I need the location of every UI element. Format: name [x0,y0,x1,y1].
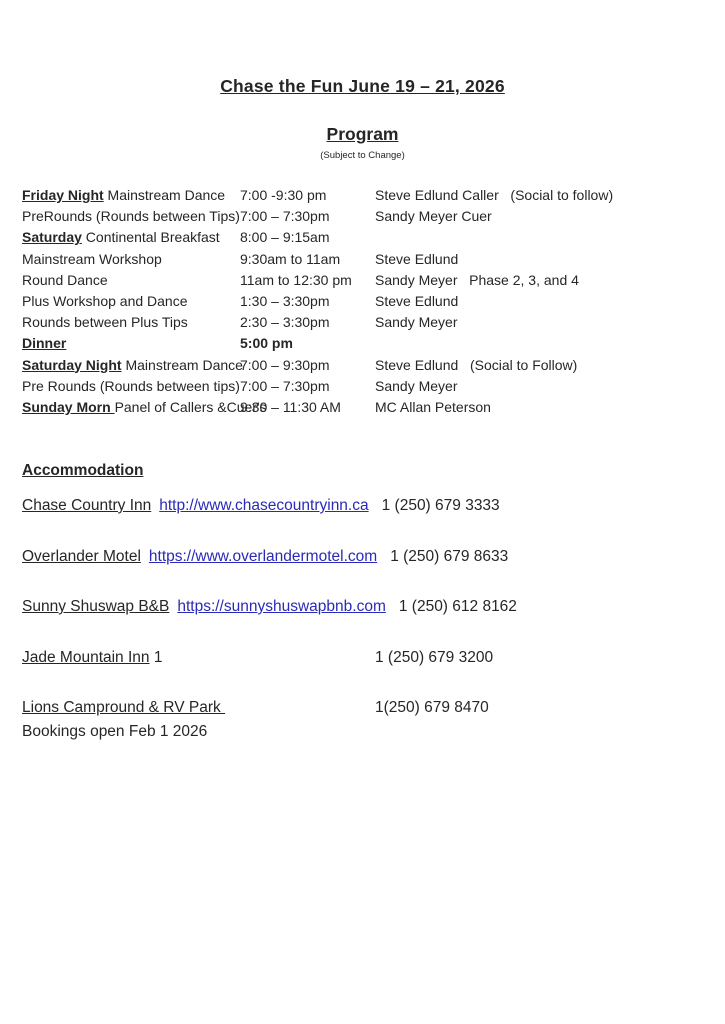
schedule-event-label [22,333,240,354]
accommodation-row [22,648,712,667]
page-title: Chase the Fun June 19 – 21, 2026 [220,76,505,96]
schedule-time: 7:00 – 9:30pm [240,356,330,373]
schedule-time: 8:00 – 9:15am [240,229,330,246]
schedule-row [22,355,712,376]
accommodation-phone: 1 (250) 612 8162 [398,598,517,615]
schedule-event-day: Friday Night [22,187,104,203]
schedule-people: Sandy Meyer Cuer [375,208,492,225]
schedule-event-label [22,291,240,312]
accommodation-name: Jade Mountain Inn [22,648,150,666]
accommodation-phone: 1 (250) 679 3333 [381,497,500,514]
program-schedule [22,185,712,418]
schedule-people: Steve Edlund (Social to Follow) [375,356,578,373]
program-heading: Program [326,124,399,144]
schedule-row [22,249,712,270]
accommodation-list [22,496,712,741]
schedule-time: 2:30 – 3:30pm [240,314,330,331]
schedule-event-label [22,185,240,206]
booking-note: Bookings open Feb 1 2026 [22,722,208,740]
schedule-event-name: Mainstream Dance [121,356,243,373]
schedule-row [22,312,712,333]
schedule-time: 9:30am to 11am [240,250,341,267]
accommodation-name: Overlander Motel [22,547,141,565]
schedule-people: Sandy Meyer [375,377,458,394]
schedule-row [22,206,712,227]
accommodation-row [22,698,712,717]
schedule-people: Steve Edlund Caller (Social to follow) [375,187,614,203]
schedule-event-label [22,312,240,333]
schedule-event-name: PreRounds (Rounds between Tips) [22,208,240,225]
accommodation-link[interactable]: https://www.overlandermotel.com [148,547,378,565]
accommodation-row [22,547,712,566]
schedule-row [22,227,712,248]
schedule-time: 7:00 – 7:30pm [240,208,330,225]
schedule-event-label [22,355,243,376]
accommodation-name: Lions Campround & RV Park [22,699,226,716]
accommodation-link[interactable]: https://sunnyshuswapbnb.com [177,598,386,615]
accommodation-name: Chase Country Inn [22,497,152,514]
schedule-row [22,291,712,312]
accommodation-row [22,496,712,515]
schedule-event-name: Mainstream Dance [103,187,226,203]
schedule-event-name: Panel of Callers &Cuer's [114,398,267,415]
schedule-row [22,397,712,418]
schedule-event-name: Rounds between Plus Tips [22,314,188,331]
schedule-event-day: Sunday Morn [22,398,115,415]
schedule-time: 5:00 pm [240,335,293,352]
schedule-row [22,270,712,291]
accommodation-link[interactable]: http://www.chasecountryinn.ca [159,497,369,514]
schedule-time: 9:30 – 11:30 AM [240,398,341,415]
schedule-event-name: Round Dance [22,271,108,288]
schedule-event-label [22,397,267,418]
accommodation-phone: 1(250) 679 8470 [375,699,489,716]
schedule-event-day: Saturday [22,229,82,246]
accommodation-phone: 1 (250) 679 8633 [390,547,509,565]
accommodation-phone: 1 (250) 679 3200 [375,648,494,666]
schedule-row [22,333,712,354]
accommodation-heading: Accommodation [22,462,144,479]
schedule-time: 7:00 – 7:30pm [240,377,330,394]
schedule-event-label [22,270,240,291]
schedule-people: Sandy Meyer Phase 2, 3, and 4 [375,271,579,288]
schedule-people: MC Allan Peterson [375,398,491,415]
schedule-event-name: Plus Workshop and Dance [22,292,188,309]
schedule-event-day: Saturday Night [22,356,122,373]
accommodation-name: Sunny Shuswap B&B [22,598,170,615]
schedule-event-day: Dinner [22,335,67,352]
schedule-event-name: Mainstream Workshop [22,250,162,267]
accommodation-name-suffix: 1 [149,648,163,666]
schedule-event-label [22,376,240,397]
schedule-event-label [22,227,240,248]
accommodation-row [22,597,712,616]
schedule-time: 11am to 12:30 pm [240,271,352,288]
subject-to-change-note: (Subject to Change) [320,150,405,161]
schedule-event-label [22,249,240,270]
schedule-people: Steve Edlund [375,250,459,267]
schedule-row [22,376,712,397]
schedule-time: 7:00 -9:30 pm [240,187,327,203]
schedule-event-label [22,206,240,227]
schedule-time: 1:30 – 3:30pm [240,292,330,309]
schedule-row [22,185,712,206]
schedule-event-name: Pre Rounds (Rounds between tips) [22,377,240,394]
schedule-people: Sandy Meyer [375,314,458,331]
schedule-event-name: Continental Breakfast [81,229,220,246]
schedule-people: Steve Edlund [375,292,459,309]
